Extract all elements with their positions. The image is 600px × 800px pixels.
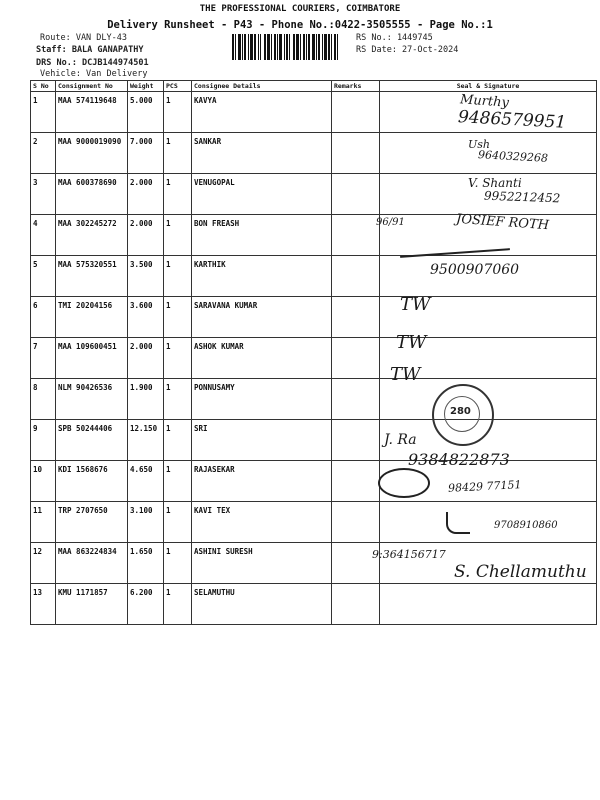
cell-sno: 4 (31, 215, 56, 256)
table-row (31, 297, 597, 338)
barcode-image (232, 34, 344, 60)
cell-pcs: 1 (164, 379, 192, 420)
table-row (31, 584, 597, 625)
handwriting-r2b: 9640329268 (477, 148, 549, 165)
cell-consignment: KMU 1171857 (56, 584, 128, 625)
cell-pcs: 1 (164, 215, 192, 256)
cell-weight: 5.000 (128, 92, 164, 133)
col-header-remarks: Remarks (332, 81, 380, 92)
cell-weight: 2.000 (128, 215, 164, 256)
cell-consignment: SPB 50244406 (56, 420, 128, 461)
cell-weight: 6.200 (128, 584, 164, 625)
cell-sno: 11 (31, 502, 56, 543)
cell-remarks (332, 338, 380, 379)
col-header-pcs: PCS (164, 81, 192, 92)
cell-consignee: ASHOK KUMAR (192, 338, 332, 379)
handwriting-r12: 9708910860 (494, 520, 558, 531)
cell-consignment: MAA 574119648 (56, 92, 128, 133)
handwriting-r5: 9500907060 (430, 262, 520, 278)
handwriting-r2a: Ush (468, 138, 490, 151)
signature-r12 (446, 512, 470, 534)
handwriting-r11: 98429 77151 (447, 478, 522, 495)
cell-pcs: 1 (164, 92, 192, 133)
cell-sno: 6 (31, 297, 56, 338)
cell-consignee: KAVI TEX (192, 502, 332, 543)
cell-pcs: 1 (164, 297, 192, 338)
cell-consignee: SARAVANA KUMAR (192, 297, 332, 338)
cell-remarks (332, 584, 380, 625)
cell-consignment: MAA 9000019090 (56, 133, 128, 174)
drs-label: DRS No.: DCJB144974501 (36, 58, 149, 68)
cell-weight: 3.600 (128, 297, 164, 338)
cell-sno: 13 (31, 584, 56, 625)
cell-remarks (332, 502, 380, 543)
cell-consignment: MAA 863224834 (56, 543, 128, 584)
cell-weight: 3.100 (128, 502, 164, 543)
handwriting-r10a: J. Ra (384, 432, 417, 448)
cell-signature (380, 584, 597, 625)
col-header-signature: Seal & Signature (380, 81, 597, 92)
cell-remarks (332, 92, 380, 133)
col-header-weight: Weight (128, 81, 164, 92)
route-label: Route: VAN DLY-43 (40, 33, 127, 43)
cell-sno: 9 (31, 420, 56, 461)
handwriting-r1a: Murthy (459, 92, 510, 111)
cell-pcs: 1 (164, 502, 192, 543)
cell-pcs: 1 (164, 461, 192, 502)
vehicle-label: Vehicle: Van Delivery (40, 69, 148, 79)
table-header-row (31, 81, 597, 92)
cell-consignment: MAA 302245272 (56, 215, 128, 256)
table-row (31, 338, 597, 379)
table-row (31, 379, 597, 420)
cell-pcs: 1 (164, 338, 192, 379)
cell-sno: 10 (31, 461, 56, 502)
cell-weight: 3.500 (128, 256, 164, 297)
cell-remarks (332, 133, 380, 174)
handwriting-r3b: 9952212452 (483, 188, 561, 206)
cell-remarks (332, 174, 380, 215)
rs-number: RS No.: 1449745 (356, 33, 433, 43)
cell-sno: 7 (31, 338, 56, 379)
cell-consignment: TRP 2707650 (56, 502, 128, 543)
cell-consignee: SELAMUTHU (192, 584, 332, 625)
cell-weight: 12.150 (128, 420, 164, 461)
handwriting-r13a: 9:364156717 (372, 548, 446, 561)
cell-remarks (332, 215, 380, 256)
cell-consignee: ASHINI SURESH (192, 543, 332, 584)
cell-signature (380, 502, 597, 543)
handwriting-r4b: JOSIEF ROTH (455, 211, 550, 234)
rs-date: RS Date: 27-Oct-2024 (356, 45, 459, 55)
cell-consignee: SRI (192, 420, 332, 461)
cell-consignee: BON FREASH (192, 215, 332, 256)
cell-consignment: MAA 600378690 (56, 174, 128, 215)
cell-consignee: RAJASEKAR (192, 461, 332, 502)
col-header-consignment: Consignment No (56, 81, 128, 92)
cell-remarks (332, 297, 380, 338)
handwriting-r10b: 9384822873 (408, 450, 510, 469)
handwriting-r4a: 96/91 (376, 217, 405, 228)
company-title: THE PROFESSIONAL COURIERS, COIMBATORE (199, 4, 401, 14)
cell-weight: 7.000 (128, 133, 164, 174)
cell-consignment: KDI 1568676 (56, 461, 128, 502)
cell-pcs: 1 (164, 420, 192, 461)
handwriting-r13b: S. Chellamuthu (454, 562, 587, 582)
table-row (31, 420, 597, 461)
handwriting-r1b: 9486579951 (457, 107, 567, 133)
cell-pcs: 1 (164, 584, 192, 625)
cell-sno: 5 (31, 256, 56, 297)
handwriting-r8: TW (390, 364, 421, 385)
cell-consignee: KAVYA (192, 92, 332, 133)
signature-r11 (378, 468, 430, 498)
cell-weight: 1.900 (128, 379, 164, 420)
runsheet-title: Delivery Runsheet - P43 - Phone No.:0422-3505555 - Page No.:1 (107, 19, 493, 31)
cell-pcs: 1 (164, 543, 192, 584)
cell-remarks (332, 256, 380, 297)
cell-sno: 2 (31, 133, 56, 174)
col-header-sno: S No (31, 81, 56, 92)
handwriting-r7: TW (396, 332, 427, 353)
cell-weight: 2.000 (128, 338, 164, 379)
cell-pcs: 1 (164, 174, 192, 215)
cell-consignee: SANKAR (192, 133, 332, 174)
cell-sno: 1 (31, 92, 56, 133)
cell-consignee: PONNUSAMY (192, 379, 332, 420)
col-header-consignee: Consignee Details (192, 81, 332, 92)
cell-sno: 12 (31, 543, 56, 584)
cell-consignee: VENUGOPAL (192, 174, 332, 215)
cell-consignment: MAA 575320551 (56, 256, 128, 297)
cell-consignee: KARTHIK (192, 256, 332, 297)
stamp-number: 280 (450, 406, 471, 417)
cell-weight: 1.650 (128, 543, 164, 584)
cell-weight: 4.650 (128, 461, 164, 502)
staff-label: Staff: BALA GANAPATHY (36, 45, 144, 55)
handwriting-r3a: V. Shanti (468, 176, 522, 190)
cell-pcs: 1 (164, 133, 192, 174)
cell-consignment: MAA 109600451 (56, 338, 128, 379)
cell-sno: 3 (31, 174, 56, 215)
cell-pcs: 1 (164, 256, 192, 297)
cell-weight: 2.000 (128, 174, 164, 215)
cell-consignment: TMI 20204156 (56, 297, 128, 338)
cell-remarks (332, 420, 380, 461)
cell-remarks (332, 379, 380, 420)
cell-remarks (332, 461, 380, 502)
cell-consignment: NLM 90426536 (56, 379, 128, 420)
handwriting-r6: TW (400, 294, 431, 315)
cell-sno: 8 (31, 379, 56, 420)
